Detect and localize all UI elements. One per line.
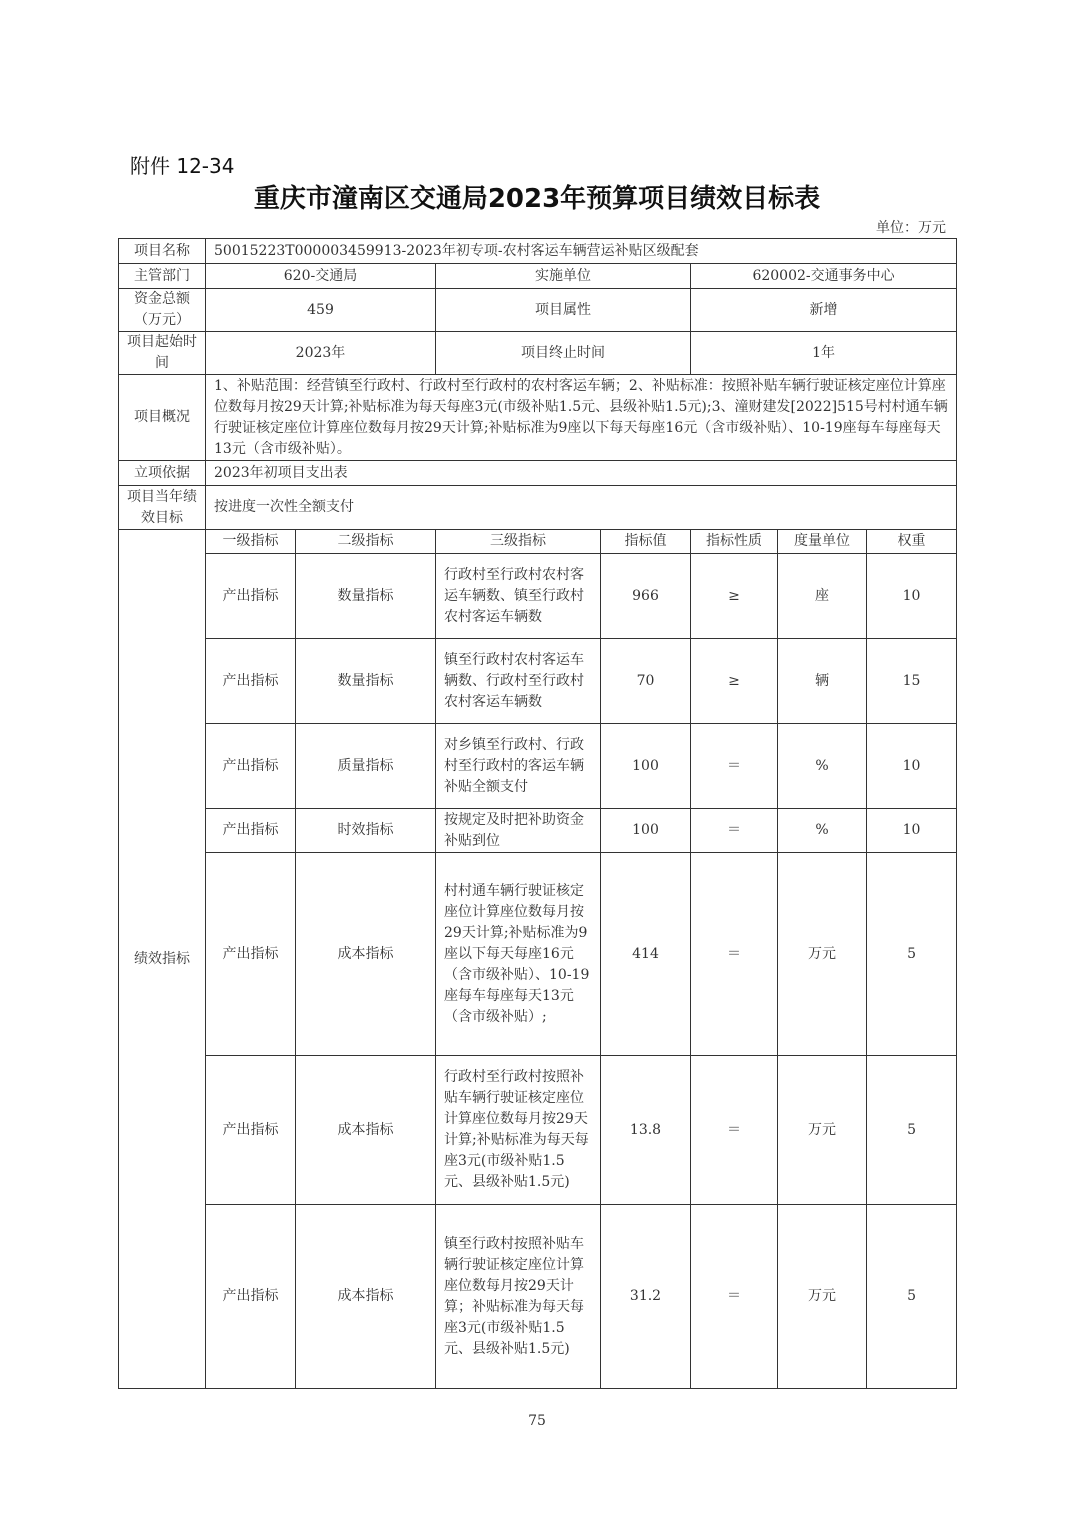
unit-cell: 万元 bbox=[778, 1205, 867, 1389]
row-project-name bbox=[119, 239, 957, 264]
attr-label: 项目属性 bbox=[436, 289, 691, 332]
overview-label: 项目概况 bbox=[119, 375, 206, 461]
header-level2: 二级指标 bbox=[296, 530, 436, 554]
table-row bbox=[119, 1056, 957, 1205]
table-row bbox=[119, 639, 957, 724]
end-value: 1年 bbox=[691, 332, 957, 375]
header-level1: 一级指标 bbox=[206, 530, 296, 554]
weight-cell: 5 bbox=[867, 853, 957, 1056]
table-row bbox=[119, 853, 957, 1056]
value-cell: 100 bbox=[601, 724, 691, 809]
level1-cell: 产出指标 bbox=[206, 554, 296, 639]
funds-value: 459 bbox=[206, 289, 436, 332]
dept-label: 主管部门 bbox=[119, 264, 206, 289]
end-label: 项目终止时间 bbox=[436, 332, 691, 375]
header-weight: 权重 bbox=[867, 530, 957, 554]
attr-value: 新增 bbox=[691, 289, 957, 332]
indicator-header-row bbox=[119, 530, 957, 554]
nature-cell: ＝ bbox=[691, 1205, 778, 1389]
start-label: 项目起始时间 bbox=[119, 332, 206, 375]
level1-cell: 产出指标 bbox=[206, 1056, 296, 1205]
level3-cell: 行政村至行政村农村客运车辆数、镇至行政村农村客运车辆数 bbox=[436, 554, 601, 639]
unit-cell: 万元 bbox=[778, 1056, 867, 1205]
value-cell: 31.2 bbox=[601, 1205, 691, 1389]
table-row bbox=[119, 724, 957, 809]
level1-cell: 产出指标 bbox=[206, 1205, 296, 1389]
unit-label: 单位：万元 bbox=[876, 220, 946, 236]
level2-cell: 数量指标 bbox=[296, 639, 436, 724]
level1-cell: 产出指标 bbox=[206, 639, 296, 724]
level3-cell: 对乡镇至行政村、行政村至行政村的客运车辆补贴全额支付 bbox=[436, 724, 601, 809]
unit-cell: % bbox=[778, 724, 867, 809]
weight-cell: 10 bbox=[867, 554, 957, 639]
header-unit: 度量单位 bbox=[778, 530, 867, 554]
nature-cell: ＝ bbox=[691, 853, 778, 1056]
page-title: 重庆市潼南区交通局2023年预算项目绩效目标表 bbox=[253, 184, 821, 214]
weight-cell: 5 bbox=[867, 1205, 957, 1389]
weight-cell: 5 bbox=[867, 1056, 957, 1205]
table-row bbox=[119, 1205, 957, 1389]
level3-cell: 镇至行政村按照补贴车辆行驶证核定座位计算座位数每月按29天计算；补贴标准为每天每座3元(市级补贴1.5元、县级补贴1.5元) bbox=[436, 1205, 601, 1389]
value-cell: 70 bbox=[601, 639, 691, 724]
dept-value: 620-交通局 bbox=[206, 264, 436, 289]
level1-cell: 产出指标 bbox=[206, 853, 296, 1056]
row-overview bbox=[119, 375, 957, 461]
unit-cell: % bbox=[778, 809, 867, 853]
goal-value: 按进度一次性全额支付 bbox=[206, 486, 957, 530]
row-time bbox=[119, 332, 957, 375]
level3-cell: 行政村至行政村按照补贴车辆行驶证核定座位计算座位数每月按29天计算;补贴标准为每天每座3元(市级补贴1.5元、县级补贴1.5元) bbox=[436, 1056, 601, 1205]
unit-cell: 万元 bbox=[778, 853, 867, 1056]
header-value: 指标值 bbox=[601, 530, 691, 554]
impl-unit-value: 620002-交通事务中心 bbox=[691, 264, 957, 289]
level3-cell: 镇至行政村农村客运车辆数、行政村至行政村农村客运车辆数 bbox=[436, 639, 601, 724]
level2-cell: 成本指标 bbox=[296, 853, 436, 1056]
weight-cell: 10 bbox=[867, 724, 957, 809]
level2-cell: 质量指标 bbox=[296, 724, 436, 809]
nature-cell: ≥ bbox=[691, 639, 778, 724]
weight-cell: 10 bbox=[867, 809, 957, 853]
row-funds bbox=[119, 289, 957, 332]
nature-cell: ＝ bbox=[691, 724, 778, 809]
row-goal bbox=[119, 486, 957, 530]
indicators-section-label: 绩效指标 bbox=[119, 530, 206, 1389]
goal-label: 项目当年绩效目标 bbox=[119, 486, 206, 530]
value-cell: 966 bbox=[601, 554, 691, 639]
level2-cell: 成本指标 bbox=[296, 1056, 436, 1205]
value-cell: 100 bbox=[601, 809, 691, 853]
level2-cell: 成本指标 bbox=[296, 1205, 436, 1389]
overview-value: 1、补贴范围：经营镇至行政村、行政村至行政村的农村客运车辆；2、补贴标准：按照补贴车辆行驶证核定座位计算座位数每月按29天计算;补贴标准为每天每座3元(市级补贴1.5元、县级补贴1.5元);3、潼财建发[2022]515号村村通车辆行驶证核定座位计算座位数每月按29天计算;补贴标准为9座以下每天每座16元（含市级补贴）、10-19座每车每座每天13元（含市级补贴）。 bbox=[206, 375, 957, 461]
project-name-label: 项目名称 bbox=[119, 239, 206, 264]
nature-cell: ≥ bbox=[691, 554, 778, 639]
page-number: 75 bbox=[528, 1413, 546, 1429]
basis-value: 2023年初项目支出表 bbox=[206, 461, 957, 486]
level2-cell: 时效指标 bbox=[296, 809, 436, 853]
level2-cell: 数量指标 bbox=[296, 554, 436, 639]
table-row bbox=[119, 554, 957, 639]
header-nature: 指标性质 bbox=[691, 530, 778, 554]
level1-cell: 产出指标 bbox=[206, 809, 296, 853]
level3-cell: 按规定及时把补助资金补贴到位 bbox=[436, 809, 601, 853]
table-row bbox=[119, 809, 957, 853]
value-cell: 13.8 bbox=[601, 1056, 691, 1205]
value-cell: 414 bbox=[601, 853, 691, 1056]
level3-cell: 村村通车辆行驶证核定座位计算座位数每月按29天计算;补贴标准为9座以下每天每座16元（含市级补贴）、10-19座每车每座每天13元（含市级补贴）; bbox=[436, 853, 601, 1056]
weight-cell: 15 bbox=[867, 639, 957, 724]
row-basis bbox=[119, 461, 957, 486]
nature-cell: ＝ bbox=[691, 1056, 778, 1205]
unit-cell: 座 bbox=[778, 554, 867, 639]
impl-unit-label: 实施单位 bbox=[436, 264, 691, 289]
performance-table bbox=[118, 238, 957, 1389]
basis-label: 立项依据 bbox=[119, 461, 206, 486]
nature-cell: ＝ bbox=[691, 809, 778, 853]
header-level3: 三级指标 bbox=[436, 530, 601, 554]
project-name-value: 50015223T000003459913-2023年初专项-农村客运车辆营运补贴区级配套 bbox=[206, 239, 957, 264]
attachment-label: 附件 12-34 bbox=[130, 154, 235, 178]
row-dept bbox=[119, 264, 957, 289]
start-value: 2023年 bbox=[206, 332, 436, 375]
funds-label: 资金总额（万元） bbox=[119, 289, 206, 332]
unit-cell: 辆 bbox=[778, 639, 867, 724]
level1-cell: 产出指标 bbox=[206, 724, 296, 809]
